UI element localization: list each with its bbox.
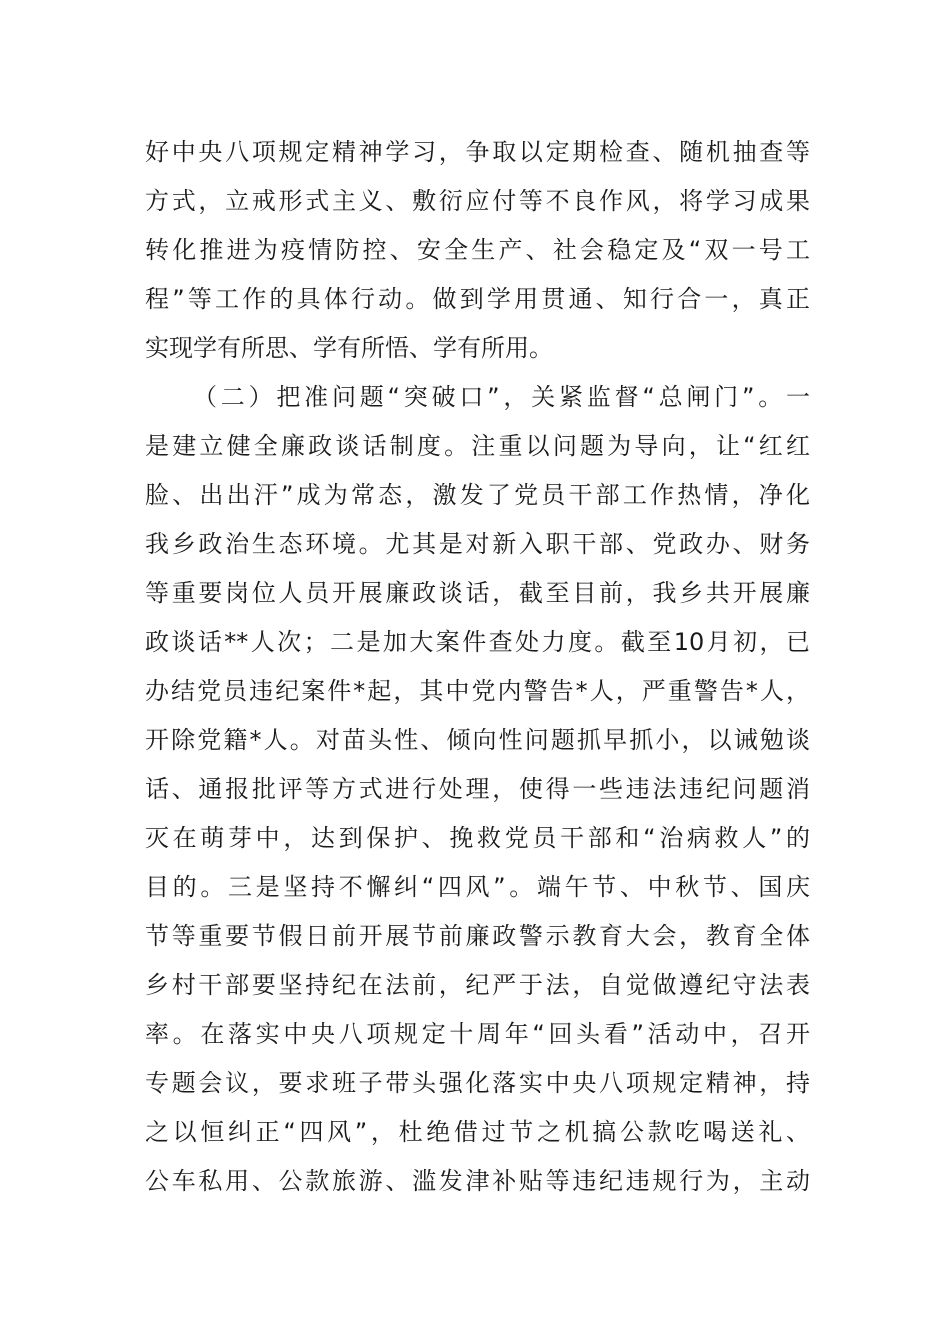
text-line: 乡村干部要坚持纪在法前，纪严于法，自觉做遵纪守法表: [145, 971, 810, 999]
text-line: 方式，立戒形式主义、敷衍应付等不良作风，将学习成果: [145, 187, 810, 215]
section-heading-line: （二）把准问题“突破口”，关紧监督“总闸门”。一: [193, 383, 810, 411]
text-line: 等重要岗位人员开展廉政谈话，截至目前，我乡共开展廉: [145, 579, 810, 607]
text-line: 实现学有所思、学有所悟、学有所用。: [145, 334, 553, 362]
text-line: 好中央八项规定精神学习，争取以定期检查、随机抽查等: [145, 138, 810, 166]
text-line: 率。在落实中央八项规定十周年“回头看”活动中，召开: [145, 1020, 810, 1048]
text-line: 之以恒纠正“四风”，杜绝借过节之机搞公款吃喝送礼、: [145, 1118, 810, 1146]
text-line: 程”等工作的具体行动。做到学用贯通、知行合一，真正: [145, 285, 810, 313]
text-line: 节等重要节假日前开展节前廉政警示教育大会，教育全体: [145, 922, 810, 950]
text-line: 话、通报批评等方式进行处理，使得一些违法违纪问题消: [145, 775, 810, 803]
text-line: 政谈话**人次；二是加大案件查处力度。截至10月初，已: [145, 628, 810, 656]
text-line: 办结党员违纪案件*起，其中党内警告*人，严重警告*人，: [145, 677, 810, 705]
text-line: 是建立健全廉政谈话制度。注重以问题为导向，让“红红: [145, 432, 810, 460]
text-line: 目的。三是坚持不懈纠“四风”。端午节、中秋节、国庆: [145, 873, 810, 901]
text-line: 专题会议，要求班子带头强化落实中央八项规定精神，持: [145, 1069, 810, 1097]
text-line: 我乡政治生态环境。尤其是对新入职干部、党政办、财务: [145, 530, 810, 558]
text-line: 公车私用、公款旅游、滥发津补贴等违纪违规行为，主动: [145, 1167, 810, 1195]
text-line: 转化推进为疫情防控、安全生产、社会稳定及“双一号工: [145, 236, 810, 264]
text-line: 脸、出出汗”成为常态，激发了党员干部工作热情，净化: [145, 481, 810, 509]
text-line: 灭在萌芽中，达到保护、挽救党员干部和“治病救人”的: [145, 824, 810, 852]
document-body: [145, 128, 810, 1206]
text-line: 开除党籍*人。对苗头性、倾向性问题抓早抓小，以诫勉谈: [145, 726, 810, 754]
